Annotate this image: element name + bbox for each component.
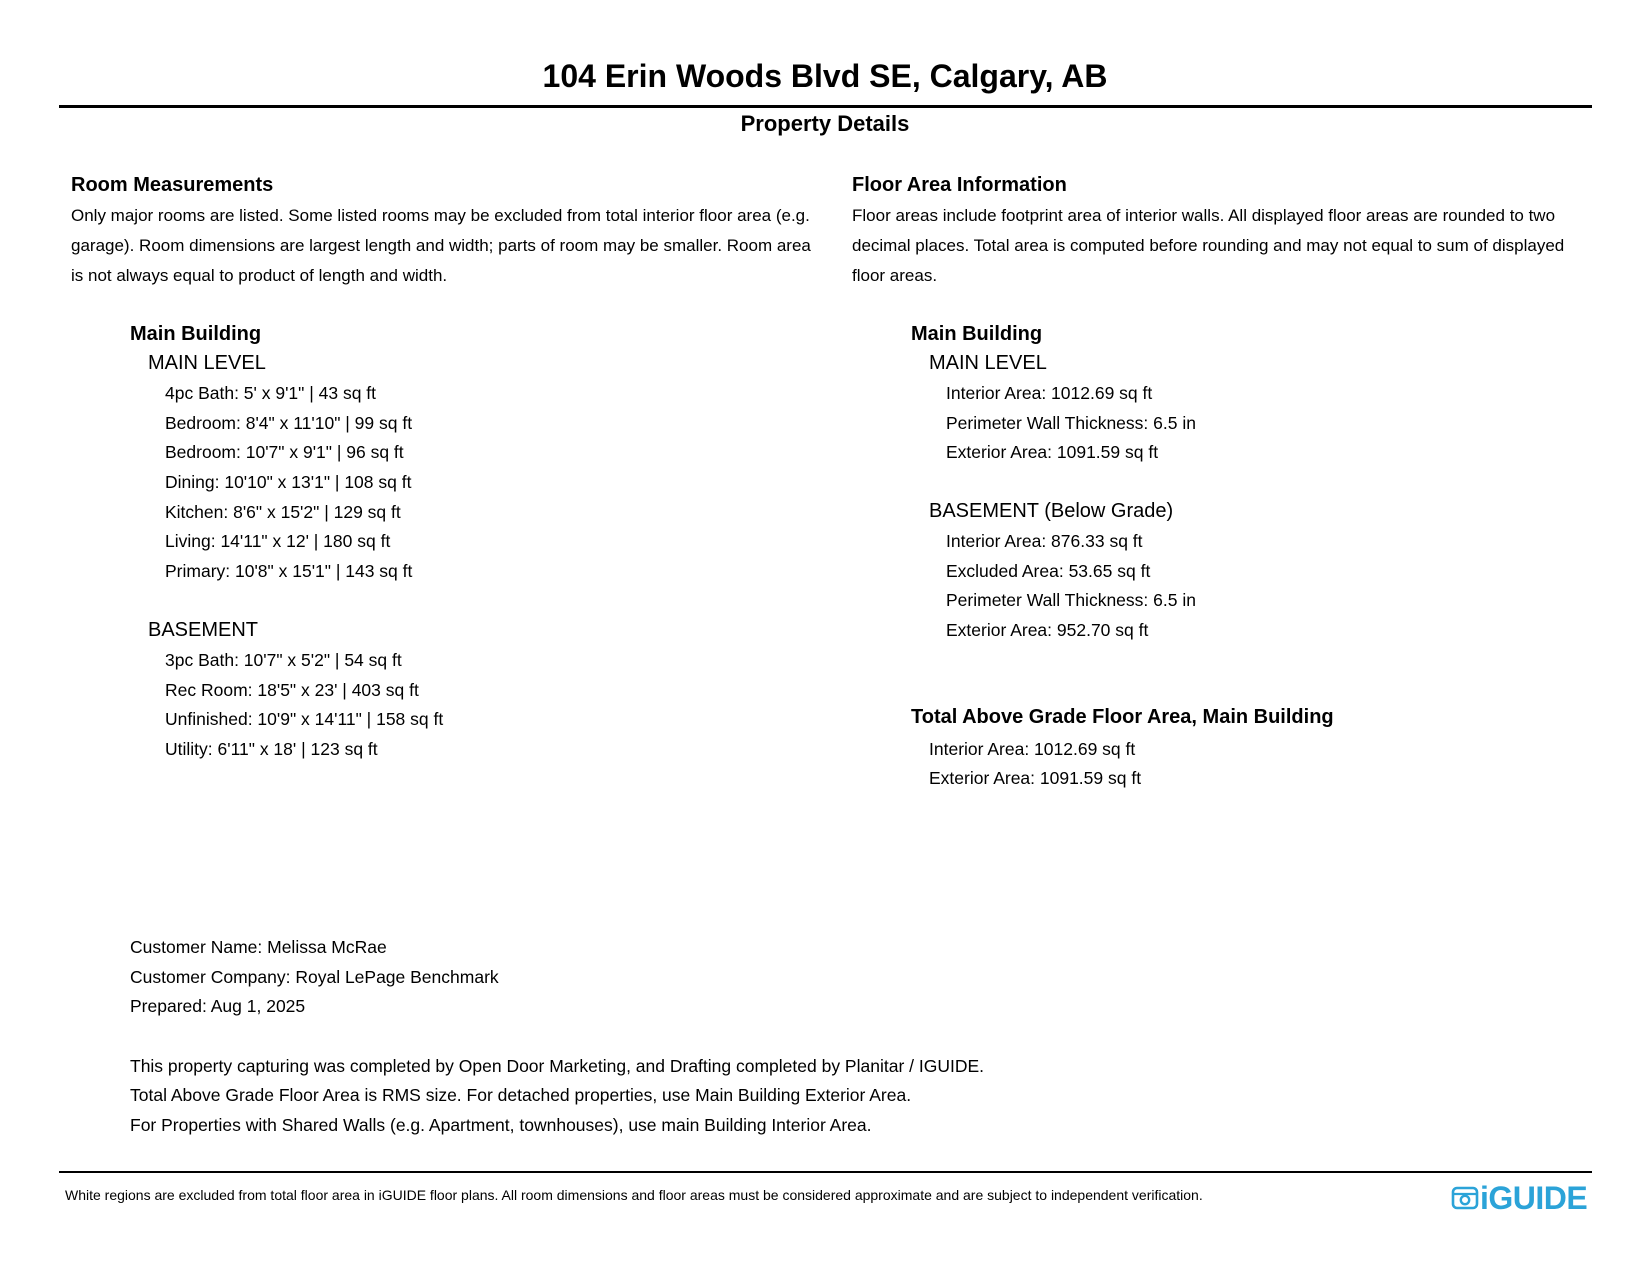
area-basement-label: BASEMENT (Below Grade) (929, 500, 1174, 522)
total-area-line: Exterior Area: 1091.59 sq ft (929, 768, 1142, 788)
room-line: Rec Room: 18'5" x 23' | 403 sq ft (165, 680, 419, 700)
room-line: Primary: 10'8" x 15'1" | 143 sq ft (165, 561, 413, 581)
room-line: Dining: 10'10" x 13'1" | 108 sq ft (165, 472, 412, 492)
area-line: Exterior Area: 952.70 sq ft (946, 620, 1149, 640)
customer-name: Customer Name: Melissa McRae (130, 937, 387, 957)
area-line: Interior Area: 876.33 sq ft (946, 531, 1143, 551)
footer-divider (59, 1171, 1592, 1173)
room-line: Unfinished: 10'9" x 14'11" | 158 sq ft (165, 709, 444, 729)
total-area-heading: Total Above Grade Floor Area, Main Building (911, 706, 1334, 728)
room-measurements-description: Only major rooms are listed. Some listed rooms may be excluded from total interior floor area (e.g. garage). Room dimensions are largest length and width; parts of room may be smaller. Room area is not always equal to product of length and width. (71, 206, 811, 285)
total-area-line: Interior Area: 1012.69 sq ft (929, 739, 1136, 759)
note-line: This property capturing was completed by Open Door Marketing, and Drafting completed by Planitar / IGUIDE. (130, 1056, 985, 1076)
iguide-camera-icon (1451, 1185, 1479, 1211)
room-line: 4pc Bath: 5' x 9'1" | 43 sq ft (165, 383, 377, 403)
page-title: 104 Erin Woods Blvd SE, Calgary, AB (542, 58, 1108, 94)
customer-company: Customer Company: Royal LePage Benchmark (130, 967, 499, 987)
footer-disclaimer: White regions are excluded from total floor area in iGUIDE floor plans. All room dimensions and floor areas must be considered approximate and are subject to independent verification. (65, 1187, 1203, 1203)
page-subtitle: Property Details (740, 111, 910, 136)
rooms-basement-label: BASEMENT (148, 619, 259, 641)
rooms-main-level-label: MAIN LEVEL (148, 352, 266, 374)
room-line: Bedroom: 8'4" x 11'10" | 99 sq ft (165, 413, 413, 433)
area-line: Perimeter Wall Thickness: 6.5 in (946, 590, 1196, 610)
floor-area-description: Floor areas include footprint area of interior walls. All displayed floor areas are rounded to two decimal places. Total area is computed before rounding and may not equal to sum of displayed floor areas. (852, 206, 1565, 285)
floor-area-heading: Floor Area Information (852, 174, 1067, 196)
header-divider (59, 105, 1592, 108)
room-line: 3pc Bath: 10'7" x 5'2" | 54 sq ft (165, 650, 402, 670)
room-line: Kitchen: 8'6" x 15'2" | 129 sq ft (165, 502, 401, 522)
note-line: For Properties with Shared Walls (e.g. Apartment, townhouses), use main Building Interior Area. (130, 1115, 872, 1135)
area-main-level-label: MAIN LEVEL (929, 352, 1047, 374)
area-building-label: Main Building (911, 323, 1043, 345)
room-line: Utility: 6'11" x 18' | 123 sq ft (165, 739, 378, 759)
room-line: Living: 14'11" x 12' | 180 sq ft (165, 531, 391, 551)
note-line: Total Above Grade Floor Area is RMS size. For detached properties, use Main Building Exterior Area. (130, 1085, 912, 1105)
rooms-building-label: Main Building (130, 323, 262, 345)
area-line: Excluded Area: 53.65 sq ft (946, 561, 1151, 581)
iguide-logo (1451, 1182, 1587, 1214)
room-line: Bedroom: 10'7" x 9'1" | 96 sq ft (165, 442, 404, 462)
area-line: Exterior Area: 1091.59 sq ft (946, 442, 1159, 462)
prepared-date: Prepared: Aug 1, 2025 (130, 996, 306, 1016)
area-line: Perimeter Wall Thickness: 6.5 in (946, 413, 1196, 433)
area-line: Interior Area: 1012.69 sq ft (946, 383, 1153, 403)
room-measurements-heading: Room Measurements (71, 174, 274, 196)
iguide-logo-text: iGUIDE (1480, 1180, 1588, 1216)
